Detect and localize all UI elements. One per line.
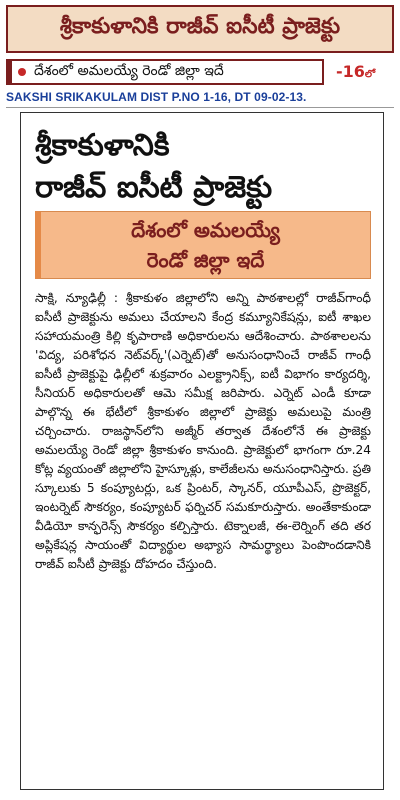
banner-title-text: శ్రీకాకుళానికి రాజీవ్ ఐసీటీ ప్రాజెక్టు [59,14,341,39]
subhead-line-1: దేశంలో అమలయ్యే [131,218,280,242]
headline-line-1: శ్రీకాకుళానికి [35,128,170,163]
page-reference [336,62,375,82]
dateline: SAKSHI SRIKAKULAM DIST P.NO 1-16, DT 09-02-13. [6,90,307,104]
subhead-line-2: రెండో జిల్లా ఇదే [146,248,265,272]
headline [35,125,371,209]
sub-title-row [6,58,394,86]
article-box [20,112,384,790]
banner-title [6,5,394,53]
page-ref-number: -16 [336,62,365,81]
subhead-box [35,211,371,279]
headline-line-2: రాజీవ్ ఐసీటీ ప్రాజెక్టు [35,170,273,205]
sub-title-text: దేశంలో అమలయ్యే రెండో జిల్లా ఇదే [34,62,224,79]
article-body: సాక్షి, న్యూఢిల్లీ : శ్రీకాకుళం జిల్లాలోని అన్ని పాఠశాలల్లో రాజీవ్‌గాంధీ ఐసీటీ ప్రాజెక్టును అమలు చేయాలని కేంద్ర కమ్యూనికేషన్లు, ఐటీ శాఖల సహాయమంత్రి కిల్లి కృపారాణి అధికారులను ఆదేశించారు. పాఠశాలలను 'విద్య, పరిశోధన నెట్‌వర్క్'(ఎర్నెట్)తో అనుసంధానించే రాజీవ్ గాంధీ ఐసీటీ ప్రాజెక్టుపై ఢిల్లీలో శుక్రవారం ఎలక్ట్రానిక్స్, ఐటీ విభాగం కార్యదర్శి, సీనియర్ అధికారులతో ఆమె సమీక్ష జరిపారు. ఎర్నెట్ ఎండీ కూడా పాల్గొన్న ఈ భేటీలో శ్రీకాకుళం జిల్లాలో ప్రాజెక్టు అమలుపై మంత్రి చర్చించారు. రాజస్థాన్‌లోని అజ్మీర్ తర్వాత దేశంలోనే ఈ ప్రాజెక్టు అమలయ్యే రెండో జిల్లా శ్రీకాకుళం కానుంది. ప్రాజెక్టులో భాగంగా రూ.24 కోట్ల వ్యయంతో జిల్లాలోని హైస్కూళ్లు, కాలేజీలను అనుసంధానిస్తారు. ప్రతి స్కూలుకు 5 కంప్యూటర్లు, ఒక ప్రింటర్, స్కానర్, యూపీఎస్, ప్రొజెక్టర్, ఇంటర్నెట్ సౌకర్యం, కంప్యూటర్ ఫర్నిచర్ సమకూరుస్తారు. అంతేకాకుండా వీడియో కాన్ఫరెన్స్ సౌకర్యం కల్పిస్తారు. టెక్నాలజీ, ఈ-లెర్నింగ్ తది తర అప్లికేషన్ల సాయంతో విద్యార్థుల అభ్యాస సామర్థ్యాలు పెంపొందడానికి రాజీవ్ ఐసీటీ ప్రాజెక్టు దోహదం చేస్తుంది. [35,291,371,571]
divider [6,107,394,108]
bullet-icon [18,68,26,76]
sub-title-box [6,59,324,85]
page-ref-suffix: లో [364,69,376,80]
